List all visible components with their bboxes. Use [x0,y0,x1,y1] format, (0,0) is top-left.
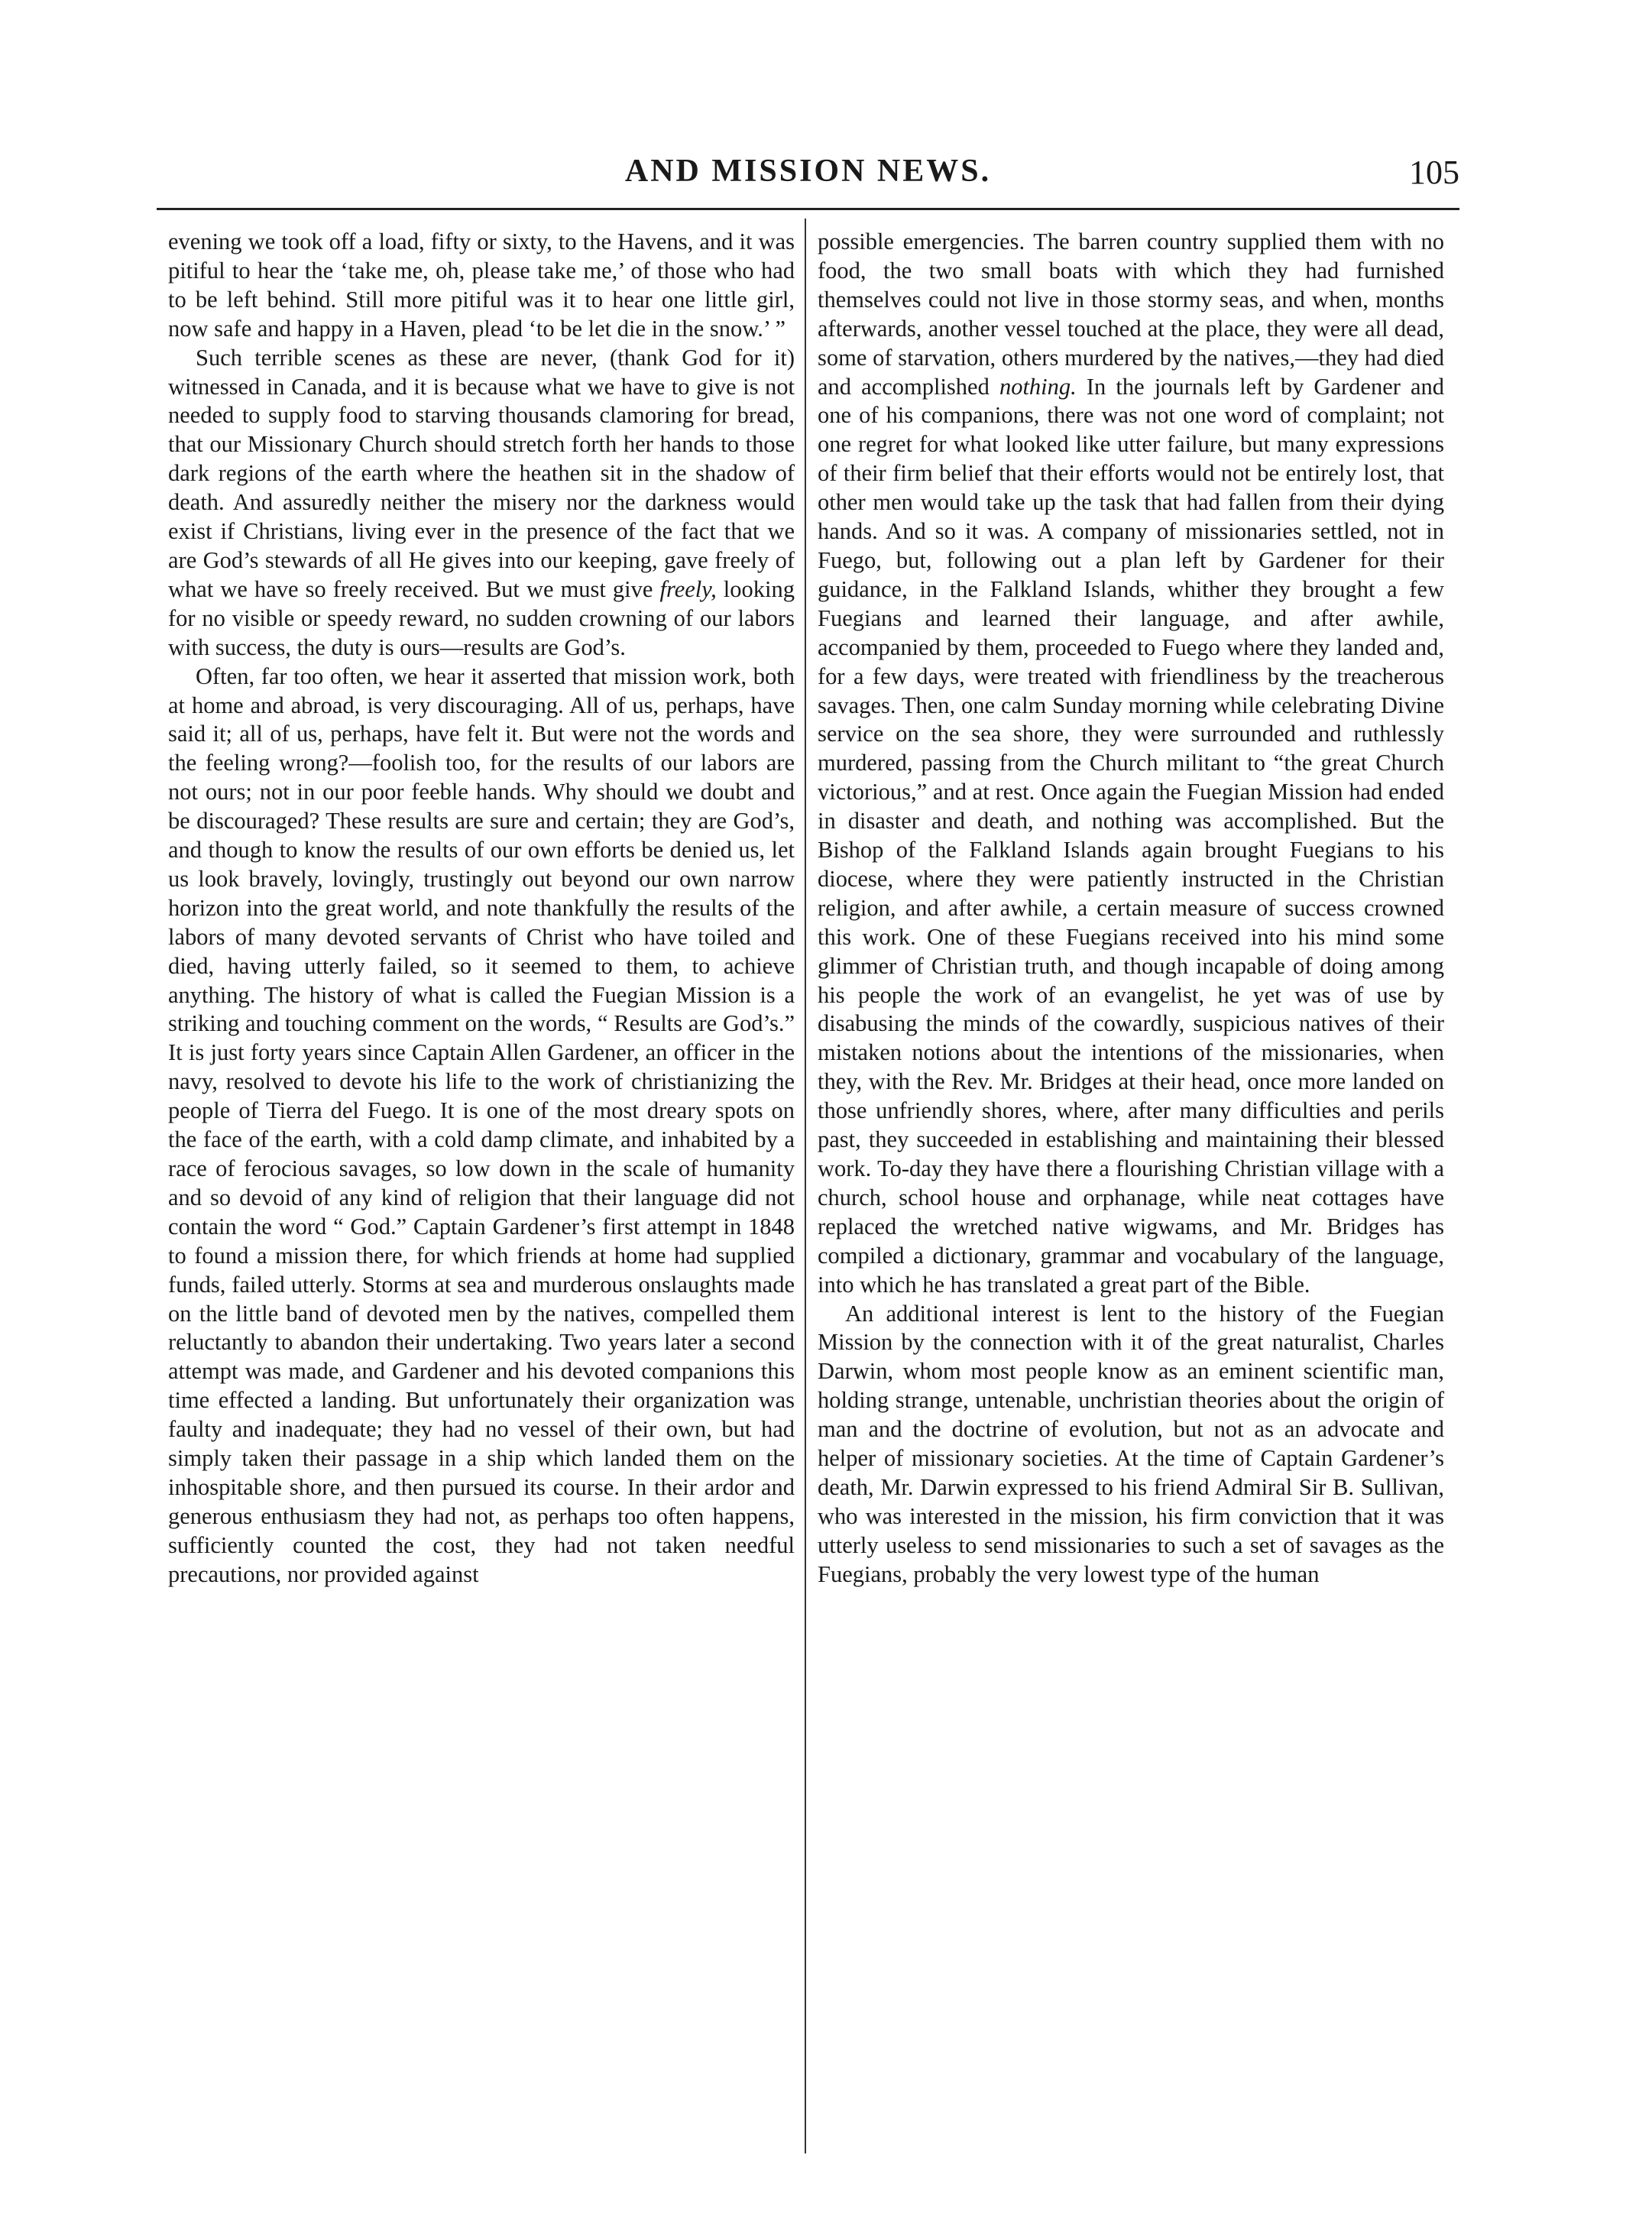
left-paragraph-2 [168,344,795,663]
running-title: AND MISSION NEWS. [624,154,992,189]
left-paragraph-3: Often, far too often, we hear it asserted that mission work, both at home and abroad, is very discouraging. All of us, perhaps, have said it; all of us, perhaps, have felt it. But were not the words and the feeling wrong?—foolish too, for the results of our labors are not ours; not in our poor feeble hands. Why should we doubt and be discouraged? These results are sure and certain; they are God’s, and though to know the results of our own efforts be denied us, let us look bravely, lovingly, trustingly out beyond our own narrow horizon into the great world, and note thankfully the results of the labors of many devoted servants of Christ who have toiled and died, having utterly failed, so it seemed to them, to achieve anything. The history of what is called the Fuegian Mission is a striking and touching comment on the words, “ Results are God’s.” It is just forty years since Captain Allen Gardener, an officer in the navy, resolved to devote his life to the work of christianizing the people of Tierra del Fuego. It is one of the most dreary spots on the face of the earth, with a cold damp climate, and inhabited by a race of ferocious savages, so low down in the scale of humanity and so devoid of any kind of religion that their language did not contain the word “ God.” Captain Gardener’s first attempt in 1848 to found a mission there, for which friends at home had supplied funds, failed utterly. Storms at sea and murderous onslaughts made on the little band of devoted men by the natives, compelled them reluctantly to abandon their undertaking. Two years later a second attempt was made, and Gardener and his devoted companions this time effected a landing. But unfortunately their organization was faulty and inadequate; they had no vessel of their own, but had simply taken their passage in a ship which landed them on the inhospitable shore, and then pursued its course. In their ardor and generous enthusiasm they had not, as perhaps too often happens, sufficiently counted the cost, they had not taken needful precautions, nor provided against [168,663,795,1587]
left-paragraph-2-text-a: Such terrible scenes as these are never, (thank God for it) witnessed in Canada, and it is because what we have to give is not needed to supply food to starving thousands clamoring for bread, that our Missionary Church should stretch forth her hands to those dark regions of the earth where the heathen sit in the shadow of death. And assuredly neither the misery nor the darkness would exist if Christians, living ever in the presence of the fact that we are God’s stewards of all He gives into our keeping, gave freely of what we have so freely received. But we must give [168,344,795,602]
left-paragraph-2-emphasis: freely, [659,575,717,602]
left-paragraph-2-text-b: looking for no visible or speedy reward, no sudden crowning of our labors with success, the duty is ours—results are God’s. [168,575,795,660]
right-paragraph-1 [818,228,1444,1300]
right-paragraph-1-text-a: possible emergencies. The barren country supplied them with no food, the two small boats with which they had furnished themselves could not live in those stormy seas, and when, months afterwards, another vessel touched at the place, they were all dead, some of starvation, others murdered by the natives,—they had died and accomplished [818,228,1444,400]
left-paragraph-1: evening we took off a load, fifty or sixty, to the Havens, and it was pitiful to hear the ‘take me, oh, please take me,’ of those who had to be left behind. Still more pitiful was it to hear one little girl, now safe and happy in a Haven, plead ‘to be let die in the snow.’ ” [168,228,795,342]
left-column [168,228,795,1590]
page-number: 105 [1409,154,1459,191]
running-header [157,153,1459,199]
right-paragraph-1-text-b: In the journals left by Gardener and one of his companions, there was not one word of complaint; not one regret for what looked like utter failure, but many expressions of their firm belief that their efforts would not be entirely lost, that other men would take up the task that had fallen from their dying hands. And so it was. A company of missionaries settled, not in Fuego, but, following out a plan left by Gardener for their guidance, in the Falkland Islands, whither they brought a few Fuegians and learned their language, and after awhile, accompanied by them, proceeded to Fuego where they landed and, for a few days, were treated with friendliness by the treacherous savages. Then, one calm Sunday morning while celebrating Divine service on the sea shore, they were surrounded and ruthlessly murdered, passing from the Church militant to “the great Church victorious,” and at rest. Once again the Fuegian Mission had ended in disaster and death, and nothing was accomplished. But the Bishop of the Falkland Islands again brought Fuegians to his diocese, where they were patiently instructed in the Christian religion, and after awhile, a certain measure of success crowned this work. One of these Fuegians received into his mind some glimmer of Christian truth, and though incapable of doing among his people the work of an evangelist, he yet was of use by disabusing the minds of the cowardly, suspicious natives of their mistaken notions about the intentions of the missionaries, when they, with the Rev. Mr. Bridges at their head, once more landed on those unfriendly shores, where, after many difficulties and perils past, they succeeded in establishing and maintaining their blessed work. To-day they have there a flourishing Christian village with a church, school house and orphanage, while neat cottages have replaced the wretched native wigwams, and Mr. Bridges has compiled a dictionary, grammar and vocabulary of the language, into which he has translated a great part of the Bible. [818,373,1445,1298]
right-paragraph-1-emphasis: nothing. [999,373,1077,400]
header-rule [157,208,1459,210]
right-paragraph-2: An additional interest is lent to the history of the Fuegian Mission by the connection with it of the great naturalist, Charles Darwin, whom most people know as an eminent scientific man, holding strange, untenable, unchristian theories about the origin of man and the doctrine of evolution, but not as an advocate and helper of missionary societies. At the time of Captain Gardener’s death, Mr. Darwin expressed to his friend Admiral Sir B. Sullivan, who was interested in the mission, his firm conviction that it was utterly useless to send missionaries to such a set of savages as the Fuegians, probably the very lowest type of the human [818,1300,1444,1587]
column-divider [805,219,806,2153]
right-column [818,228,1444,1590]
